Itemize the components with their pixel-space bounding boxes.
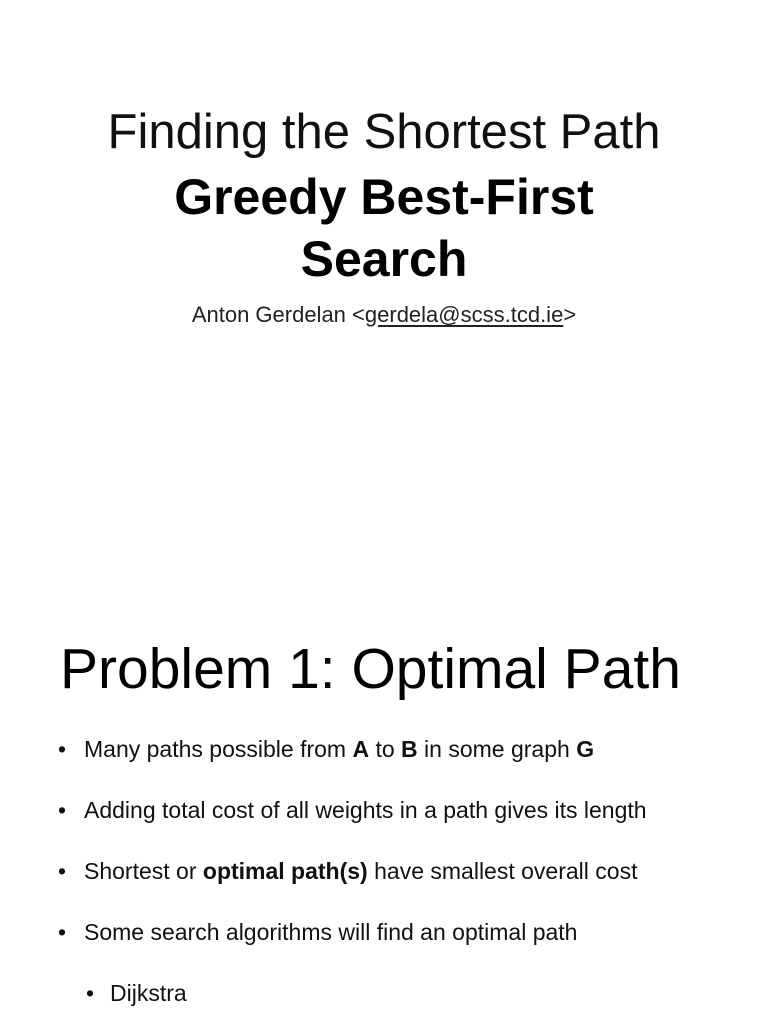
sub-bullet-item: • Dijkstra: [58, 978, 718, 1009]
author-line: [0, 301, 768, 329]
slide-title: Finding the Shortest Path: [107, 105, 661, 159]
author-name: Anton Gerdelan <: [191, 302, 365, 327]
author-close: >: [563, 302, 577, 327]
bullet-list: [58, 734, 718, 1009]
bullet-item: • Many paths possible from A to B in some graph G: [58, 734, 718, 765]
slide-heading: Problem 1: Optimal Path: [60, 637, 681, 701]
subtitle-line-2: Search: [300, 231, 468, 287]
bullet-item: • Shortest or optimal path(s) have smallest overall cost: [58, 856, 718, 887]
slide-subtitle: [0, 166, 768, 290]
bullet-item: • Some search algorithms will find an optimal path: [58, 917, 718, 948]
content-slide: [0, 512, 768, 1024]
subtitle-line-1: Greedy Best-First: [174, 169, 594, 225]
bullet-item: • Adding total cost of all weights in a path gives its length: [58, 795, 718, 826]
author-email-link[interactable]: gerdela@scss.tcd.ie: [364, 302, 564, 327]
